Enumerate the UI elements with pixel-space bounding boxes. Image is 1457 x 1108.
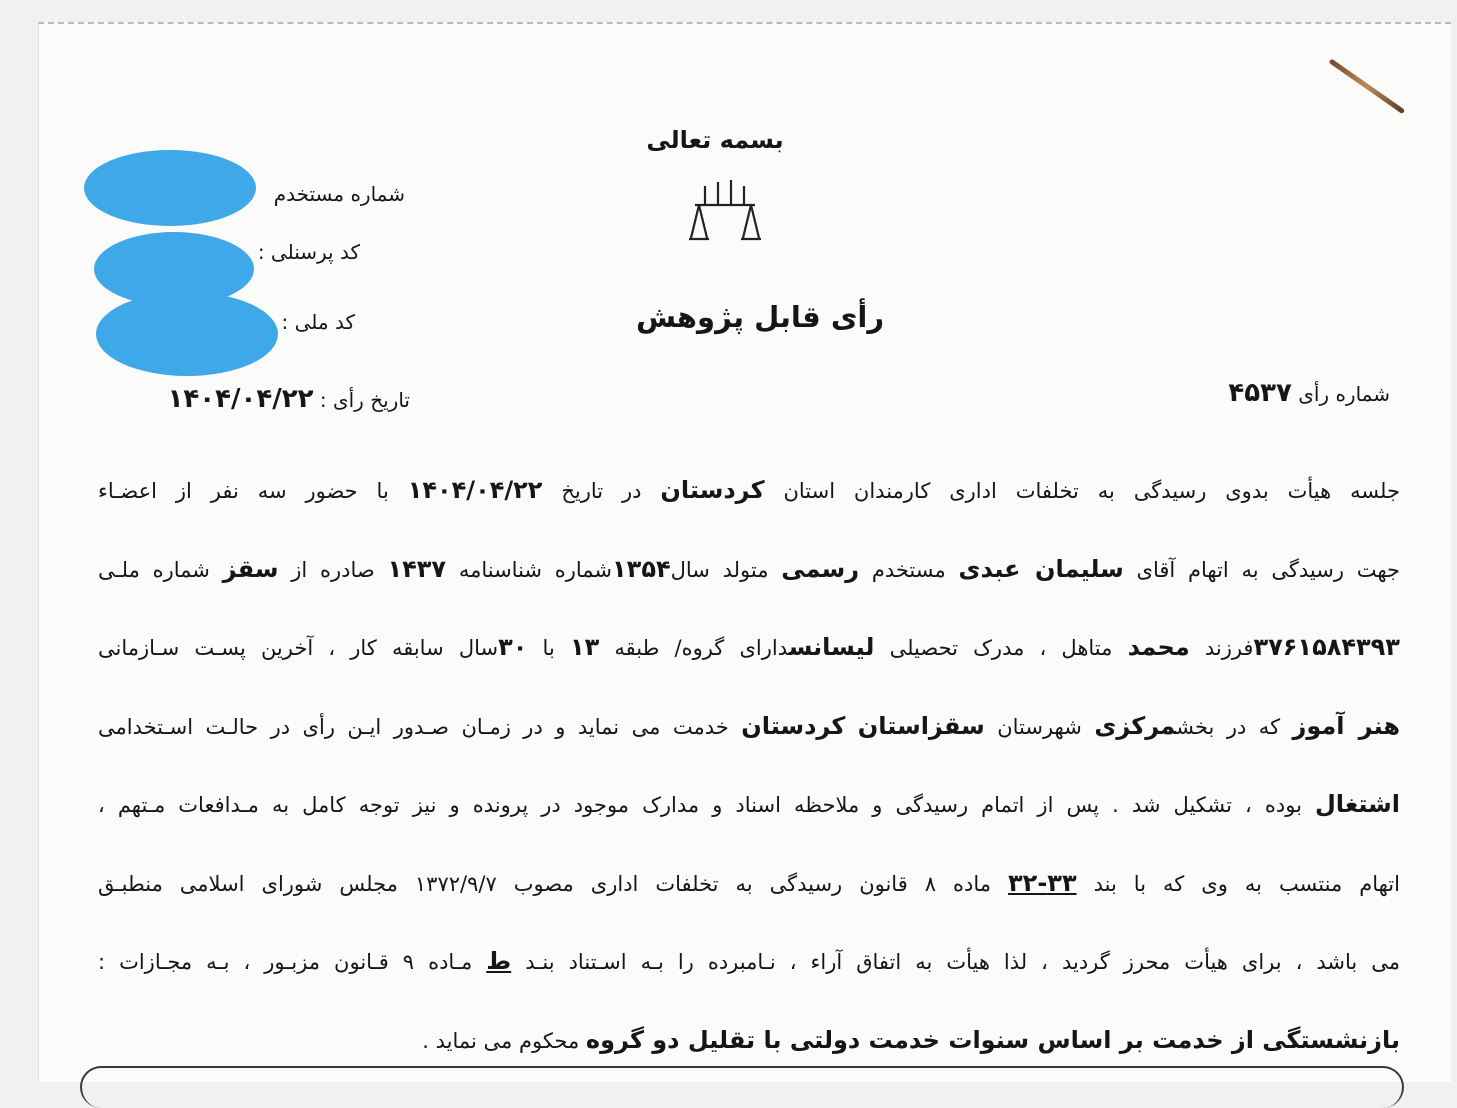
id-number: ۱۴۳۷ [387,554,447,583]
employment-status: اشتغال [1314,790,1400,818]
ruling-date-value: ۱۴۰۴/۰۴/۲۲ [167,384,314,414]
text-span: خدمت می نماید و در زمـان صـدور ایـن رأی در حالـت اسـتخدامی [98,714,729,739]
bottom-frame-border [80,1066,1404,1108]
text-span: ماده ۸ قانون رسیدگی به تخلفات اداری مصوب ۱۳۷۲/۹/۷ مجلس شورای اسلامی منطبـق [98,871,992,896]
province-name: کردستان [741,711,846,740]
redaction-mark-employee-number [84,150,256,226]
bismillah-heading: بسمه تعالی [646,126,784,154]
father-name: محمد [1127,633,1190,661]
body-line-7 [98,923,1400,1002]
text-span: شماره ملـی [98,557,210,582]
penalty-text: بازنشستگی از خدمت بر اساس سنوات خدمت دولتی با تقلیل دو گروه [585,1025,1400,1054]
district-name: مرکزی [1094,711,1177,740]
text-span: شهرستان [997,714,1082,739]
redaction-mark-national-code [96,292,278,376]
text-span: محکوم می نماید . [422,1028,580,1053]
employee-number-label: شماره مستخدم [273,182,405,206]
scales-of-justice-icon [683,176,773,248]
ruling-body [98,452,1400,1080]
clause-numbers: ۳۳-۳۲ [1008,868,1077,897]
national-id-number: ۳۷۶۱۵۸۴۳۹۳ [1253,633,1400,661]
county-name: سقزاستان [857,711,985,740]
ruling-number [1180,378,1390,408]
body-line-2 [98,531,1400,610]
province-name: کردستان [660,476,765,504]
text-span: که در بخش [1176,714,1281,739]
job-title: هنر آموز [1292,711,1401,740]
body-line-6 [98,845,1400,924]
body-line-5 [98,766,1400,845]
text-span: متاهل ، مدرک تحصیلی [889,636,1113,660]
text-span: متولد سال [670,557,769,582]
ruling-number-label: شماره رأی [1298,382,1390,406]
clause-letter: ط [486,947,512,975]
education-degree: لیسانس [788,633,875,661]
document-title: رأی قابل پژوهش [635,300,885,334]
text-span: سال سابقه کار ، آخرین پسـت سـازمانی [98,636,499,660]
employment-type: رسمی [781,554,860,583]
ruling-date-label: تاریخ رأی : [319,388,410,412]
text-span: اتهام منتسب به وی که با بند [1093,871,1400,896]
text-span: شماره شناسنامه [458,557,613,582]
text-span: در تاریخ [561,479,642,503]
birth-year: ۱۳۵۴ [612,554,671,583]
session-date: ۱۴۰۴/۰۴/۲۲ [407,476,543,504]
text-span: بوده ، تشکیل شد . پس از اتمام رسیدگی و ملاحظه اسناد و مدارک موجود در پرونده و نیز توجه کامل به مـدافعات مـتهم ، [98,793,1302,817]
issue-place: سقز [222,554,279,583]
body-line-1 [98,452,1400,531]
text-span: با [542,636,555,660]
text-span: مـاده ۹ قـانون مزبـور ، بـه مجـازات : [98,950,473,974]
text-span: با حضور سه نفر از اعضـاء [98,479,389,503]
years-of-service: ۳۰ [498,633,528,661]
text-span: می باشد ، برای هیأت محرز گردید ، لذا هیأت به اتفاق آراء ، نـامبرده را بـه اسـتناد بنـد [525,950,1400,974]
ruling-number-value: ۴۵۳۷ [1228,378,1292,408]
grade-level: ۱۳ [569,633,600,661]
text-span: دارای گروه/ طبقه [614,636,789,660]
body-line-3 [98,609,1400,688]
national-code-label: کد ملی : [281,310,355,334]
text-span: جلسه هیأت بدوی رسیدگی به تخلفات اداری کارمندان استان [783,479,1400,503]
text-span: فرزند [1204,636,1254,660]
text-span: مستخدم [871,557,946,582]
accused-name: سلیمان عبدی [958,554,1124,583]
text-span: جهت رسیدگی به اتهام آقای [1136,557,1400,582]
personnel-code-label: کد پرسنلی : [257,240,360,264]
body-line-4 [98,688,1400,767]
ruling-date [120,384,410,414]
text-span: صادره از [291,557,375,582]
